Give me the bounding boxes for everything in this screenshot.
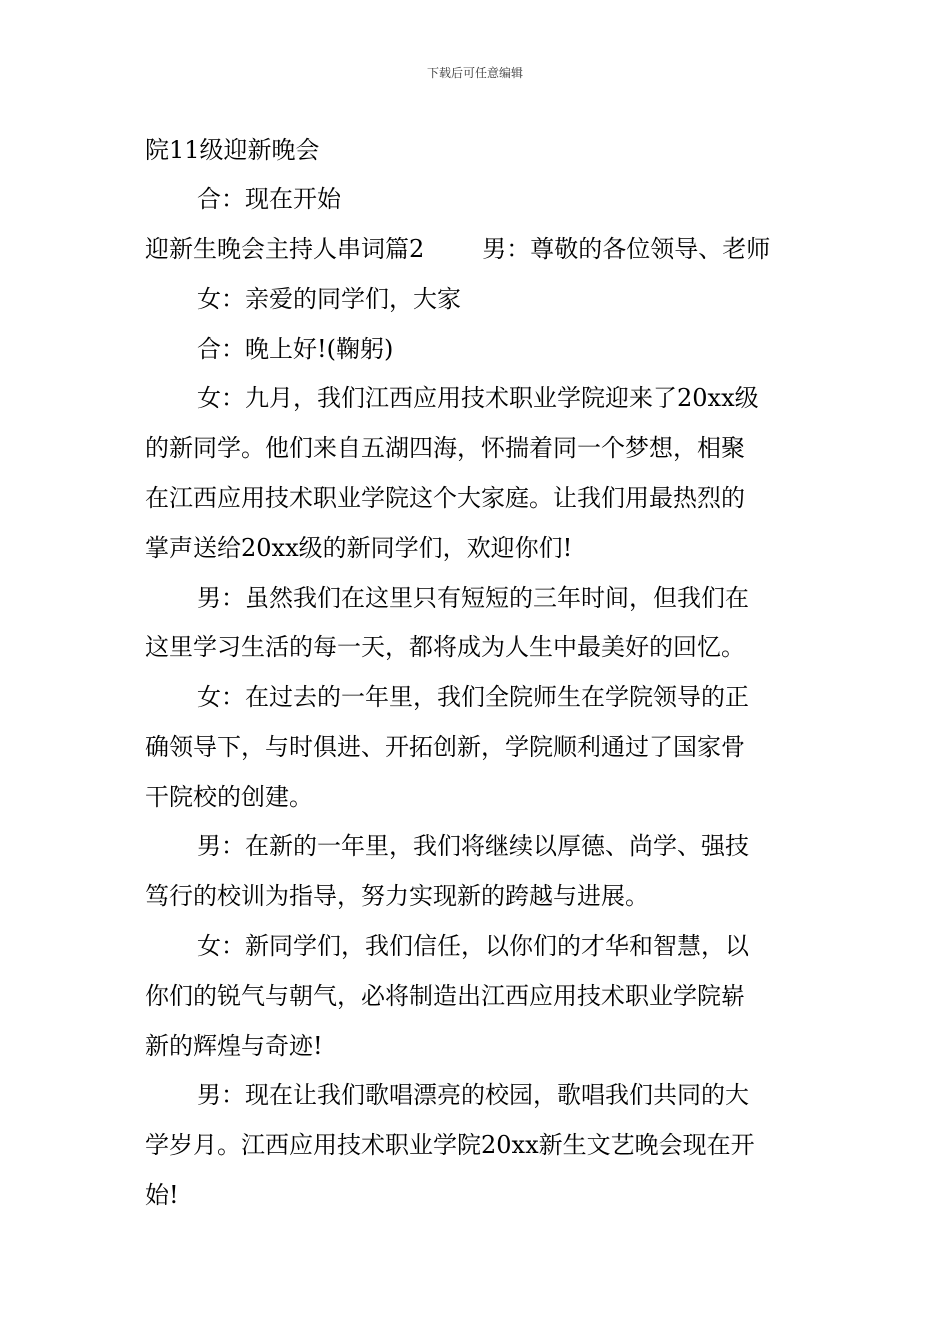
text-line-group (145, 234, 770, 264)
text-line: 女：在过去的一年里，我们全院师生在学院领导的正 (197, 683, 749, 711)
text-line: 合：现在开始 (197, 185, 341, 213)
section-title: 迎新生晚会主持人串词篇2 (145, 235, 425, 263)
text-line: 男：在新的一年里，我们将继续以厚德、尚学、强技 (197, 832, 749, 860)
text-line: 始! (145, 1181, 179, 1209)
text-line: 这里学习生活的每一天，都将成为人生中最美好的回忆。 (145, 633, 745, 661)
text-line: 男：虽然我们在这里只有短短的三年时间，但我们在 (197, 584, 749, 612)
header-note: 下载后可任意编辑 (426, 66, 523, 80)
text-line: 女：新同学们，我们信任，以你们的才华和智慧，以 (197, 932, 749, 960)
text-line: 掌声送给20xx级的新同学们，欢迎你们! (145, 534, 573, 562)
text-line: 女：九月，我们江西应用技术职业学院迎来了20xx级 (197, 384, 759, 412)
text-line: 你们的锐气与朝气，必将制造出江西应用技术职业学院崭 (145, 982, 745, 1010)
text-line: 学岁月。江西应用技术职业学院20xx新生文艺晚会现在开 (145, 1131, 755, 1159)
text-line: 确领导下，与时俱进、开拓创新，学院顺利通过了国家骨 (145, 733, 745, 761)
text-line: 笃行的校训为指导，努力实现新的跨越与进展。 (145, 882, 649, 910)
text-line: 院11级迎新晚会 (145, 136, 320, 164)
text-line: 干院校的创建。 (145, 783, 313, 811)
text-line: 新的辉煌与奇迹! (145, 1032, 323, 1060)
text-line: 男：现在让我们歌唱漂亮的校园，歌唱我们共同的大 (197, 1081, 749, 1109)
text-line: 合：晚上好!(鞠躬) (197, 335, 394, 363)
text-line: 女：亲爱的同学们，大家 (197, 285, 461, 313)
text-line: 的新同学。他们来自五湖四海，怀揣着同一个梦想，相聚 (145, 434, 745, 462)
text-line: 在江西应用技术职业学院这个大家庭。让我们用最热烈的 (145, 484, 745, 512)
text-line: 男：尊敬的各位领导、老师 (482, 235, 771, 263)
